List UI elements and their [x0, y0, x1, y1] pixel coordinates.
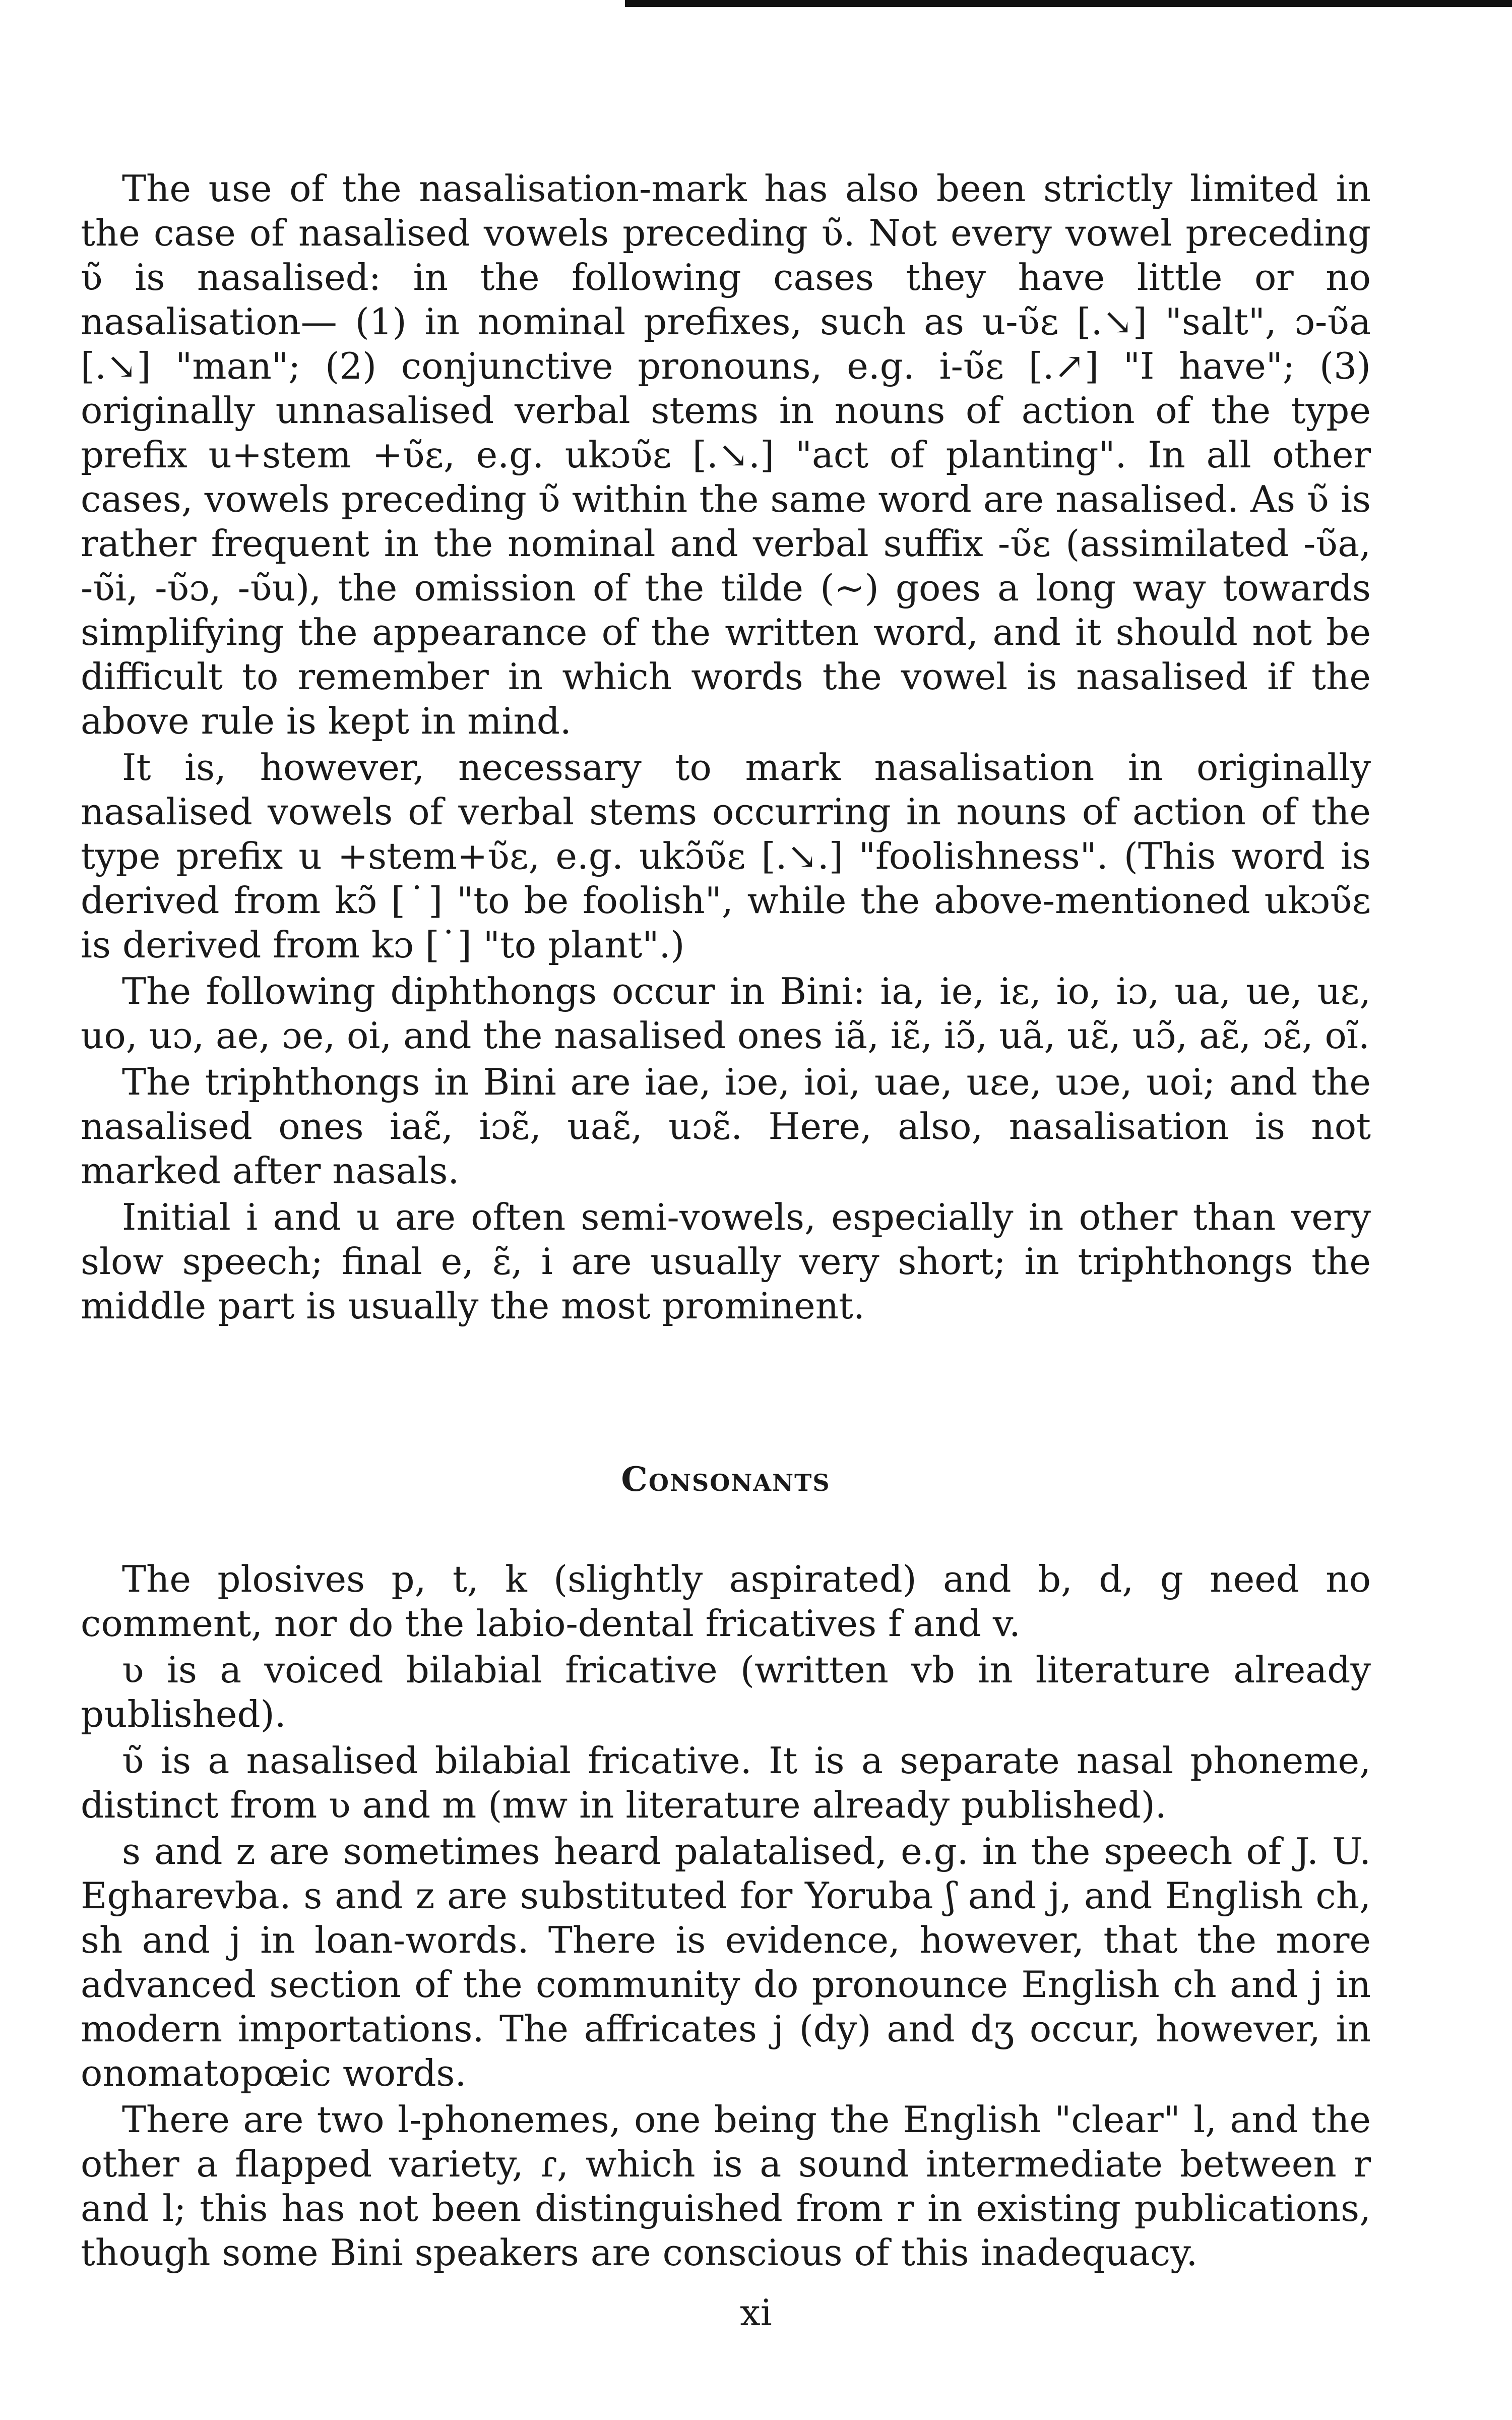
consonants-paragraph-1: The plosives p, t, k (slightly aspirated) and b, d, g need no comment, nor do the labio-dental fricatives f and v. — [81, 1558, 1371, 1645]
consonants-heading: Consonants — [621, 1460, 831, 1499]
vowels-paragraph-1: The use of the nasalisation-mark has also been strictly limited in the case of nasalised vowels preceding ʋ̃. Not every vowel preceding ʋ̃ is nasalised: in the following cases they have little or no nasalisation— (1) in nominal prefixes, such as u-ʋ̃ɛ [.↘] "salt", ɔ-ʋ̃a [.↘] "man"; (2) conjunctive pronouns, e.g. i-ʋ̃ɛ [.↗] "I have"; (3) originally unnasalised verbal stems in nouns of action of the type prefix u+stem +ʋ̃ɛ, e.g. ukɔʋ̃ɛ [.↘.] "act of planting". In all other cases, vowels preceding ʋ̃ within the same word are nasalised. As ʋ̃ is rather frequent in the nominal and verbal suffix -ʋ̃ɛ (assimilated -ʋ̃a, -ʋ̃i, -ʋ̃ɔ, -ʋ̃u), the omission of the tilde (~) goes a long way towards simplifying the appearance of the written word, and it should not be difficult to remember in which words the vowel is nasalised if the above rule is kept in mind. — [81, 167, 1371, 742]
consonants-paragraph-4: s and z are sometimes heard palatalised, e.g. in the speech of J. U. Egharevba. s and z are substituted for Yoruba ʃ and j, and English ch, sh and j in loan-words. There is evidence, however, that the more advanced section of the community do pronounce English ch and j in modern importations. The affricates j (dy) and dʒ occur, however, in onomatopœic words. — [81, 1830, 1371, 2094]
vowels-paragraph-3: The following diphthongs occur in Bini: ia, ie, iɛ, io, iɔ, ua, ue, uɛ, uo, uɔ, ae, ɔe, oi, and the nasalised ones iã, iɛ̃, iɔ̃, uã, uɛ̃, uɔ̃, aɛ̃, ɔɛ̃, oĩ. — [81, 970, 1371, 1057]
consonants-paragraph-2: ʋ is a voiced bilabial fricative (written vb in literature already published). — [81, 1649, 1371, 1735]
vowels-paragraph-4: The triphthongs in Bini are iae, iɔe, ioi, uae, uɛe, uɔe, uoi; and the nasalised ones iaɛ̃, iɔɛ̃, uaɛ̃, uɔɛ̃. Here, also, nasalisation is not marked after nasals. — [81, 1061, 1371, 1192]
top-rule — [625, 0, 1512, 7]
vowels-paragraph-2: It is, however, necessary to mark nasalisation in originally nasalised vowels of verbal stems occurring in nouns of action of the type prefix u +stem+ʋ̃ɛ, e.g. ukɔ̃ʋ̃ɛ [.↘.] "foolishness". (This word is derived from kɔ̃ [˙] "to be foolish", while the above-mentioned ukɔʋ̃ɛ is derived from kɔ [˙] "to plant".) — [81, 746, 1371, 966]
page-number: xi — [740, 2291, 772, 2334]
page-body — [81, 166, 1371, 2275]
consonants-paragraph-3: ʋ̃ is a nasalised bilabial fricative. It is a separate nasal phoneme, distinct from ʋ and m (mw in literature already published). — [81, 1739, 1371, 1826]
vowels-paragraph-5: Initial i and u are often semi-vowels, especially in other than very slow speech; final e, ɛ̃, i are usually very short; in triphthongs the middle part is usually the most prominent. — [81, 1196, 1371, 1327]
consonants-paragraph-5: There are two l-phonemes, one being the English "clear" l, and the other a flapped variety, ɾ, which is a sound intermediate between r and l; this has not been distinguished from r in existing publications, though some Bini speakers are conscious of this inadequacy. — [81, 2098, 1371, 2274]
